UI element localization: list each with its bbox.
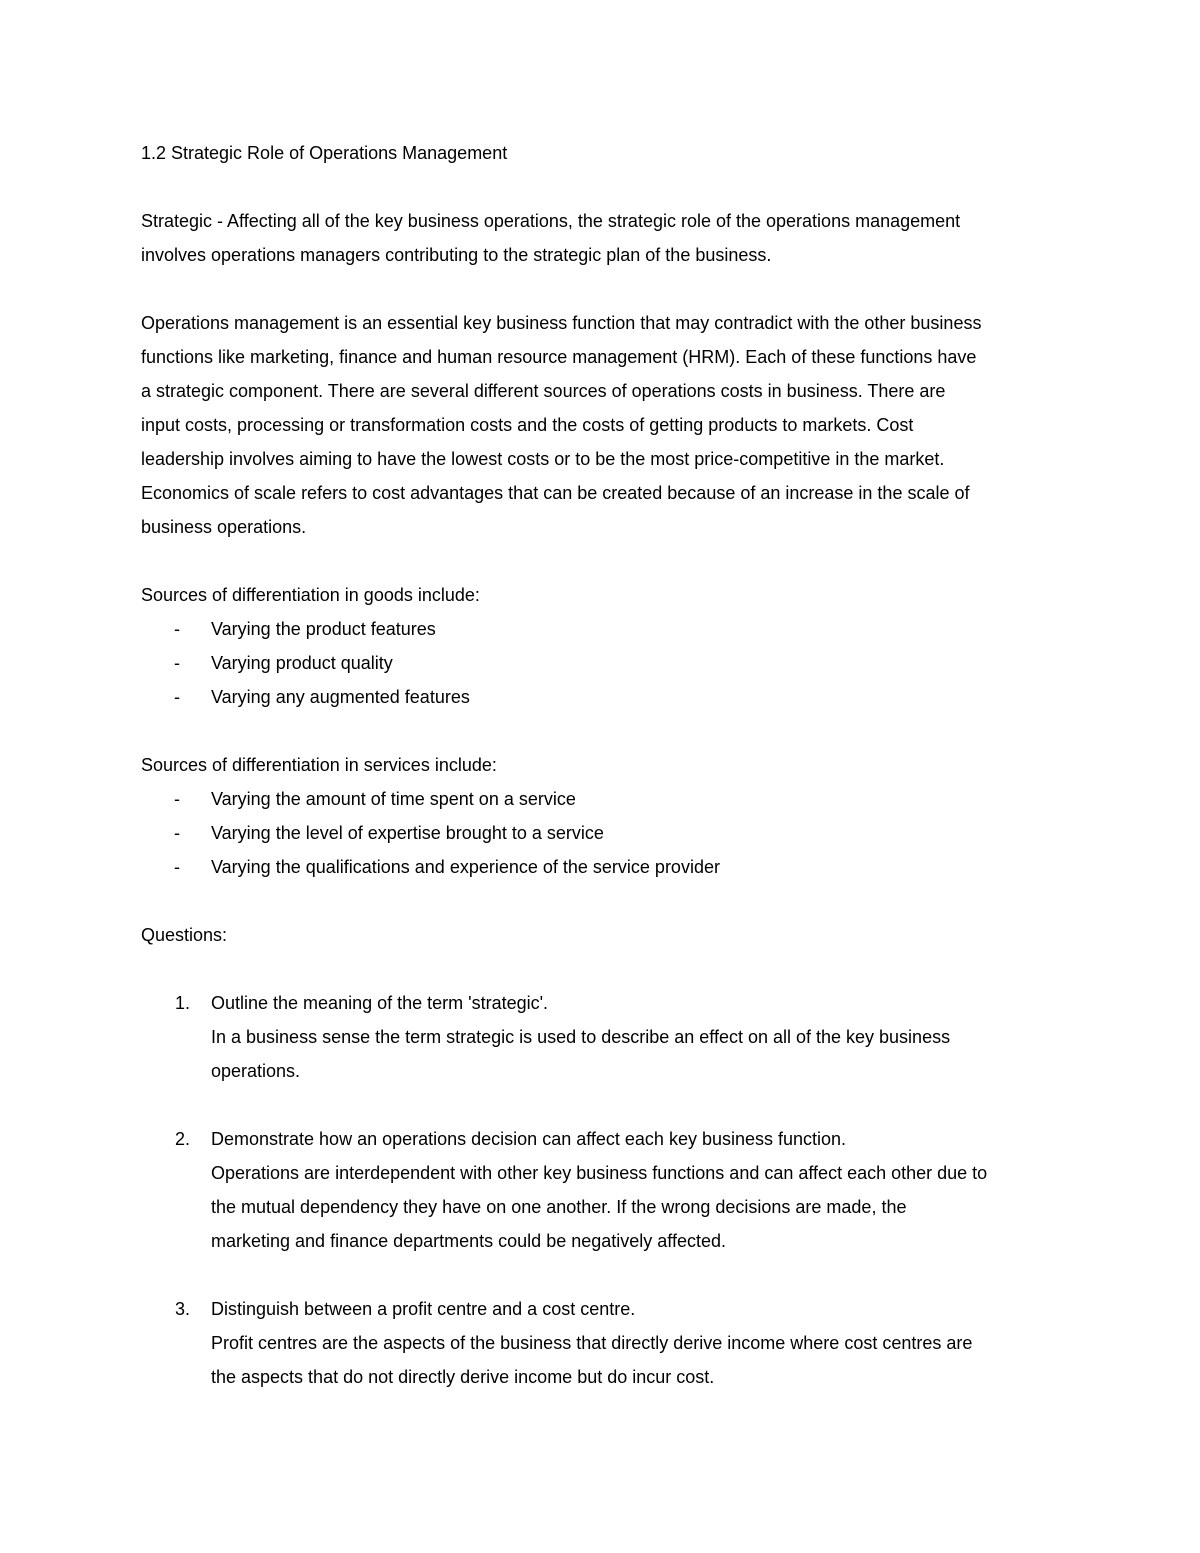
list-item bbox=[141, 646, 1071, 680]
dash-marker: - bbox=[174, 619, 180, 639]
list-item-text: Varying product quality bbox=[211, 653, 393, 673]
dash-marker: - bbox=[174, 687, 180, 707]
list-item bbox=[141, 782, 1071, 816]
question-number: 3. bbox=[175, 1299, 191, 1319]
list-item-text: Varying any augmented features bbox=[211, 687, 470, 707]
question-text: Outline the meaning of the term 'strategic'. bbox=[211, 993, 549, 1013]
list-item-text: Varying the level of expertise brought to a service bbox=[211, 823, 604, 843]
list-item bbox=[141, 612, 1071, 646]
questions-list bbox=[141, 986, 1071, 1088]
dash-marker: - bbox=[174, 653, 180, 673]
dash-marker: - bbox=[174, 823, 180, 843]
list-item bbox=[141, 816, 1071, 850]
answer-line: In a business sense the term strategic is used to describe an effect on all of the key business bbox=[211, 1027, 951, 1047]
question-text: Demonstrate how an operations decision can affect each key business function. bbox=[211, 1129, 847, 1149]
question-item bbox=[141, 986, 1071, 1088]
answer-line: Operations are interdependent with other key business functions and can affect each other due to bbox=[211, 1163, 988, 1183]
answer-line: Profit centres are the aspects of the business that directly derive income where cost centres are bbox=[211, 1333, 973, 1353]
question-number: 1. bbox=[175, 993, 191, 1013]
text-line: functions like marketing, finance and human resource management (HRM). Each of these functions have bbox=[141, 347, 977, 367]
intro-paragraph bbox=[141, 204, 1071, 272]
text-line: Operations management is an essential key business function that may contradict with the other business bbox=[141, 313, 982, 333]
text-line: Economics of scale refers to cost advantages that can be created because of an increase in the scale of bbox=[141, 483, 970, 503]
question-text: Distinguish between a profit centre and a cost centre. bbox=[211, 1299, 636, 1319]
question-item bbox=[141, 1292, 1071, 1394]
question-item bbox=[141, 1122, 1071, 1258]
answer-line: the aspects that do not directly derive income but do incur cost. bbox=[211, 1367, 715, 1387]
answer-line: marketing and finance departments could be negatively affected. bbox=[211, 1231, 726, 1251]
document-body bbox=[141, 136, 1071, 1394]
page-title: 1.2 Strategic Role of Operations Management bbox=[141, 143, 508, 163]
question-number: 2. bbox=[175, 1129, 191, 1149]
services-list-title: Sources of differentiation in services include: bbox=[141, 755, 497, 775]
goods-list bbox=[141, 612, 1071, 714]
text-line: involves operations managers contributing to the strategic plan of the business. bbox=[141, 245, 772, 265]
text-line: input costs, processing or transformation costs and the costs of getting products to markets. Cost bbox=[141, 415, 914, 435]
body-paragraph bbox=[141, 306, 1071, 544]
questions-list bbox=[141, 1122, 1071, 1258]
services-list bbox=[141, 782, 1071, 884]
list-item-text: Varying the qualifications and experience of the service provider bbox=[211, 857, 720, 877]
list-item-text: Varying the product features bbox=[211, 619, 436, 639]
dash-marker: - bbox=[174, 857, 180, 877]
goods-list-title: Sources of differentiation in goods include: bbox=[141, 585, 480, 605]
questions-list bbox=[141, 1292, 1071, 1394]
text-line: leadership involves aiming to have the lowest costs or to be the most price-competitive in the market. bbox=[141, 449, 945, 469]
dash-marker: - bbox=[174, 789, 180, 809]
list-item bbox=[141, 680, 1071, 714]
list-item-text: Varying the amount of time spent on a service bbox=[211, 789, 576, 809]
questions-title: Questions: bbox=[141, 925, 228, 945]
text-line: a strategic component. There are several different sources of operations costs in business. There are bbox=[141, 381, 946, 401]
text-line: business operations. bbox=[141, 517, 307, 537]
text-line: Strategic - Affecting all of the key business operations, the strategic role of the operations management bbox=[141, 211, 961, 231]
list-item bbox=[141, 850, 1071, 884]
answer-line: the mutual dependency they have on one another. If the wrong decisions are made, the bbox=[211, 1197, 907, 1217]
answer-line: operations. bbox=[211, 1061, 301, 1081]
